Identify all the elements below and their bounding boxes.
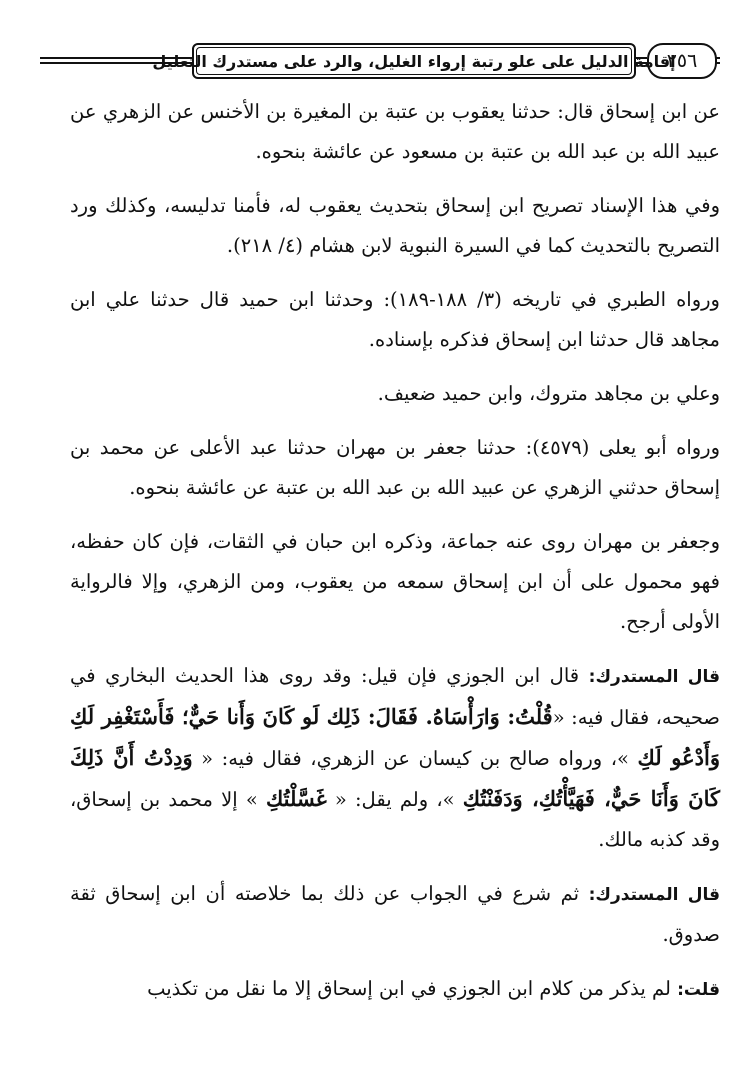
running-title-frame	[152, 43, 676, 79]
mustadrak-label: قال المستدرك:	[588, 667, 721, 687]
paragraph: وفي هذا الإسناد تصريح ابن إسحاق بتحديث يعقوب له، فأمنا تدليسه، وكذلك ورد التصريح بالتحديث كما في السيرة النبوية لابن هشام (٤/ ٢١٨).	[70, 194, 720, 257]
paragraph: وعلي بن مجاهد متروك، وابن حميد ضعيف.	[377, 382, 720, 405]
page-number: ٢٥٦	[666, 50, 698, 72]
hadith-quote: غَسَّلْتُكِ	[265, 786, 327, 811]
paragraph-text: ثم شرع في الجواب عن ذلك بما خلاصته أن ابن إسحاق ثقة صدوق.	[70, 882, 720, 946]
paragraph: ورواه أبو يعلى (٤٥٧٩): حدثنا جعفر بن مهران حدثنا عبد الأعلى عن محمد بن إسحاق حدثني الزهري عن عبيد الله بن عبد الله بن عتبة عن عائشة بنحوه.	[70, 436, 720, 499]
paragraph: ورواه الطبري في تاريخه (٣/ ١٨٨-١٨٩): وحدثنا ابن حميد قال حدثنا علي ابن مجاهد قال حدثنا ابن إسحاق فذكره بإسناده.	[70, 288, 720, 351]
paragraph-text: » إلا محمد بن إسحاق، وقد كذبه مالك.	[70, 788, 720, 851]
mustadrak-paragraph	[70, 656, 720, 860]
mustadrak-paragraph	[70, 874, 720, 955]
paragraph-text: »، ولم يقل: «	[326, 788, 463, 811]
paragraph: عن ابن إسحاق قال: حدثنا يعقوب بن عتبة بن المغيرة بن الأخنس عن الزهري عن عبيد الله بن عبد الله بن عتبة بن مسعود عن عائشة بنحوه.	[70, 100, 720, 163]
running-title: إقامة الدليل على علو رتبة إرواء الغليل، والرد على مستدرك التعليل	[152, 51, 676, 71]
qultu-paragraph	[70, 969, 720, 1010]
main-text	[70, 92, 720, 1024]
paragraph-text: قال ابن الجوزي فإن قيل: وقد روى هذا الحديث البخاري في صحيحه، فقال فيه: «	[70, 664, 720, 729]
hadith-quote: قُلْتُ: وَارَأْسَاهُ. فَقَالَ: ذَلِك لَو كَانَ وَأَنا حَيٌّ؛ فَأَسْتَغْفِر لَكِ وَأَدْعُو لَكِ	[70, 704, 720, 770]
page-header	[40, 40, 720, 82]
hadith-quote: وَدِدْتُ أَنَّ ذَلِكَ كَانَ وَأَنَا حَيٌّ، فَهَيَّأْتُكِ، وَدَفَنْتُكِ	[70, 745, 720, 811]
paragraph-text: »، ورواه صالح بن كيسان عن الزهري، فقال فيه: «	[192, 747, 638, 770]
qultu-label: قلت:	[677, 980, 720, 1000]
paragraph-text: لم يذكر من كلام ابن الجوزي في ابن إسحاق إلا ما نقل من تكذيب	[147, 977, 678, 1000]
paragraph: وجعفر بن مهران روى عنه جماعة، وذكره ابن حبان في الثقات، فإن كان حفظه، فهو محمول على أن ابن إسحاق سمعه من يعقوب، ومن الزهري، وإلا فالرواية الأولى أرجح.	[70, 530, 720, 633]
mustadrak-label: قال المستدرك:	[588, 885, 721, 905]
